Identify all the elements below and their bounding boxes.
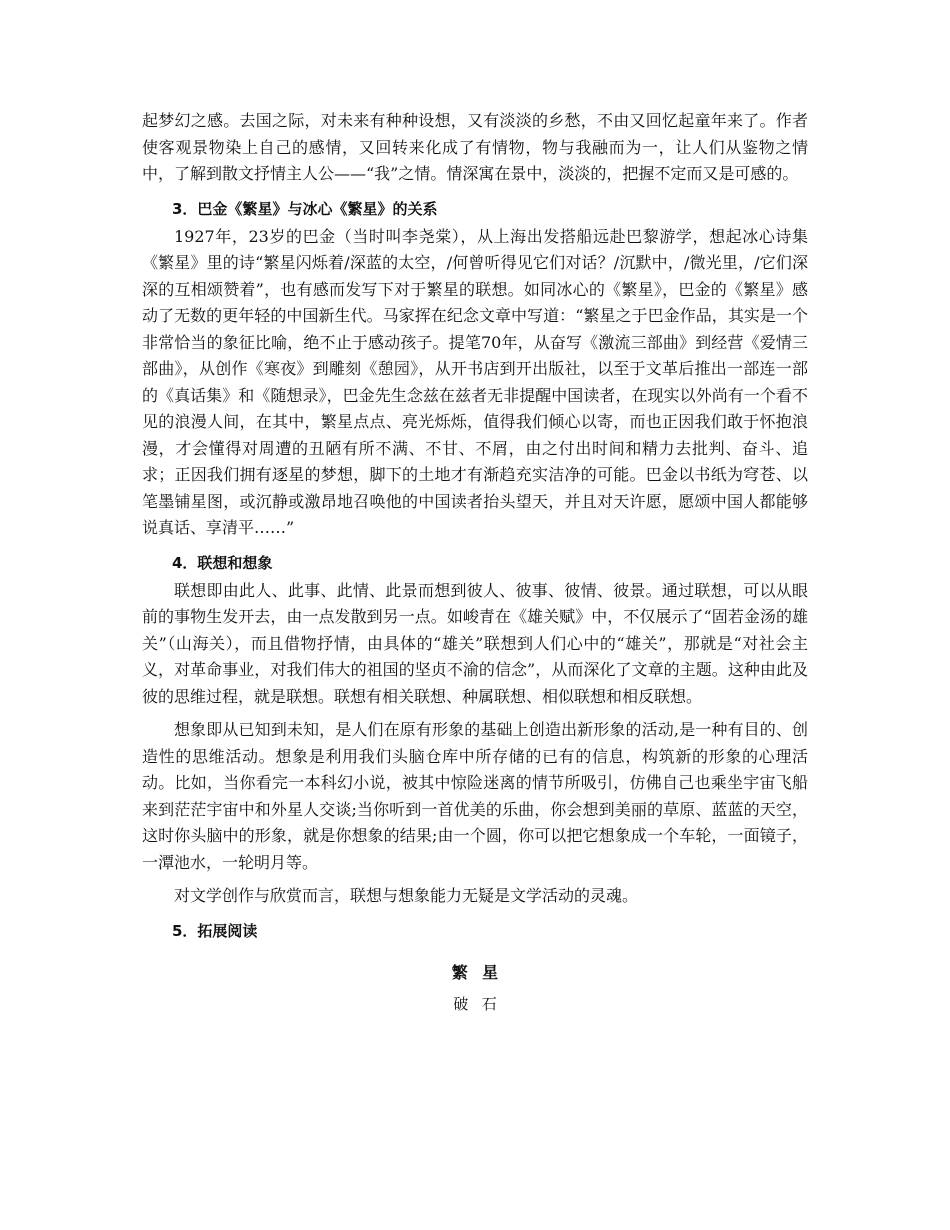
intro-paragraph: 起梦幻之感。去国之际，对未来有种种设想，又有淡淡的乡愁，不由又回忆起童年来了。作者使客观景物染上自己的感情，又回转来化成了有情物，物与我融而为一，让人们从鉴物之情中，了解到散文抒情主人公——“我”之情。情深寓在景中，淡淡的，把握不定而又是可感的。 (142, 111, 808, 183)
reading-title: 繁星 (451, 962, 513, 982)
section-heading-4: 4．联想和想象 (172, 553, 273, 572)
section-heading-5: 5．拓展阅读 (172, 921, 258, 940)
section-4-paragraph-2: 想象即从已知到未知，是人们在原有形象的基础上创造出新形象的活动,是一种有目的、创造性的思维活动。想象是利用我们头脑仓库中所存储的已有的信息，构筑新的形象的心理活动。比如，当你看完一本科幻小说，被其中惊险迷离的情节所吸引，仿佛自己也乘坐宇宙飞船来到茫茫宇宙中和外星人交谈;当你听到一首优美的乐曲，你会想到美丽的草原、蓝蓝的天空，这时你头脑中的形象，就是你想象的结果;由一个圆，你可以把它想象成一个车轮，一面镜子，一潭池水，一轮明月等。 (142, 720, 808, 872)
document-page (142, 108, 808, 1018)
section-3-paragraph-1: 1927年，23岁的巴金（当时叫李尧棠），从上海出发搭船远赴巴黎游学，想起冰心诗集《繁星》里的诗“繁星闪烁着/深蓝的太空，/何曾听得见它们对话？/沉默中，/微光里，/它们深深的互相颂赞着”，也有感而发写下对于繁星的联想。如同冰心的《繁星》，巴金的《繁星》感动了无数的更年轻的中国新生代。马家挥在纪念文章中写道：“繁星之于巴金作品，其实是一个非常恰当的象征比喻，绝不止于感动孩子。提笔70年，从奋写《激流三部曲》到经营《爱情三部曲》，从创作《寒夜》到雕刻《憩园》，从开书店到开出版社，以至于文革后推出一部连一部的《真话集》和《随想录》，巴金先生念兹在兹者无非提醒中国读者，在现实以外尚有一个看不见的浪漫人间，在其中，繁星点点、亮光烁烁，值得我们倾心以寄，而也正因我们敢于怀抱浪漫，才会懂得对周遭的丑陋有所不满、不甘、不屑，由之付出时间和精力去批判、奋斗、追求；正因我们拥有逐星的梦想，脚下的土地才有渐趋充实洁净的可能。巴金以书纸为穹苍、以笔墨铺星图，或沉静或激昂地召唤他的中国读者抬头望天，并且对天许愿，愿颂中国人都能够说真话、享清平……” (142, 226, 808, 537)
reading-author: 破石 (453, 994, 511, 1013)
section-heading-3: 3．巴金《繁星》与冰心《繁星》的关系 (172, 199, 438, 218)
section-4-paragraph-1: 联想即由此人、此事、此情、此景而想到彼人、彼事、彼情、彼景。通过联想，可以从眼前的事物生发开去，由一点发散到另一点。如峻青在《雄关赋》中，不仅展示了“固若金汤的雄关”（山海关），而且借物抒情，由具体的“雄关”联想到人们心中的“雄关”，那就是“对社会主义，对革命事业，对我们伟大的祖国的坚贞不渝的信念”，从而深化了文章的主题。这种由此及彼的思维过程，就是联想。联想有相关联想、种属联想、相似联想和相反联想。 (142, 580, 808, 706)
section-4-paragraph-3: 对文学创作与欣赏而言，联想与想象能力无疑是文学活动的灵魂。 (174, 886, 639, 905)
